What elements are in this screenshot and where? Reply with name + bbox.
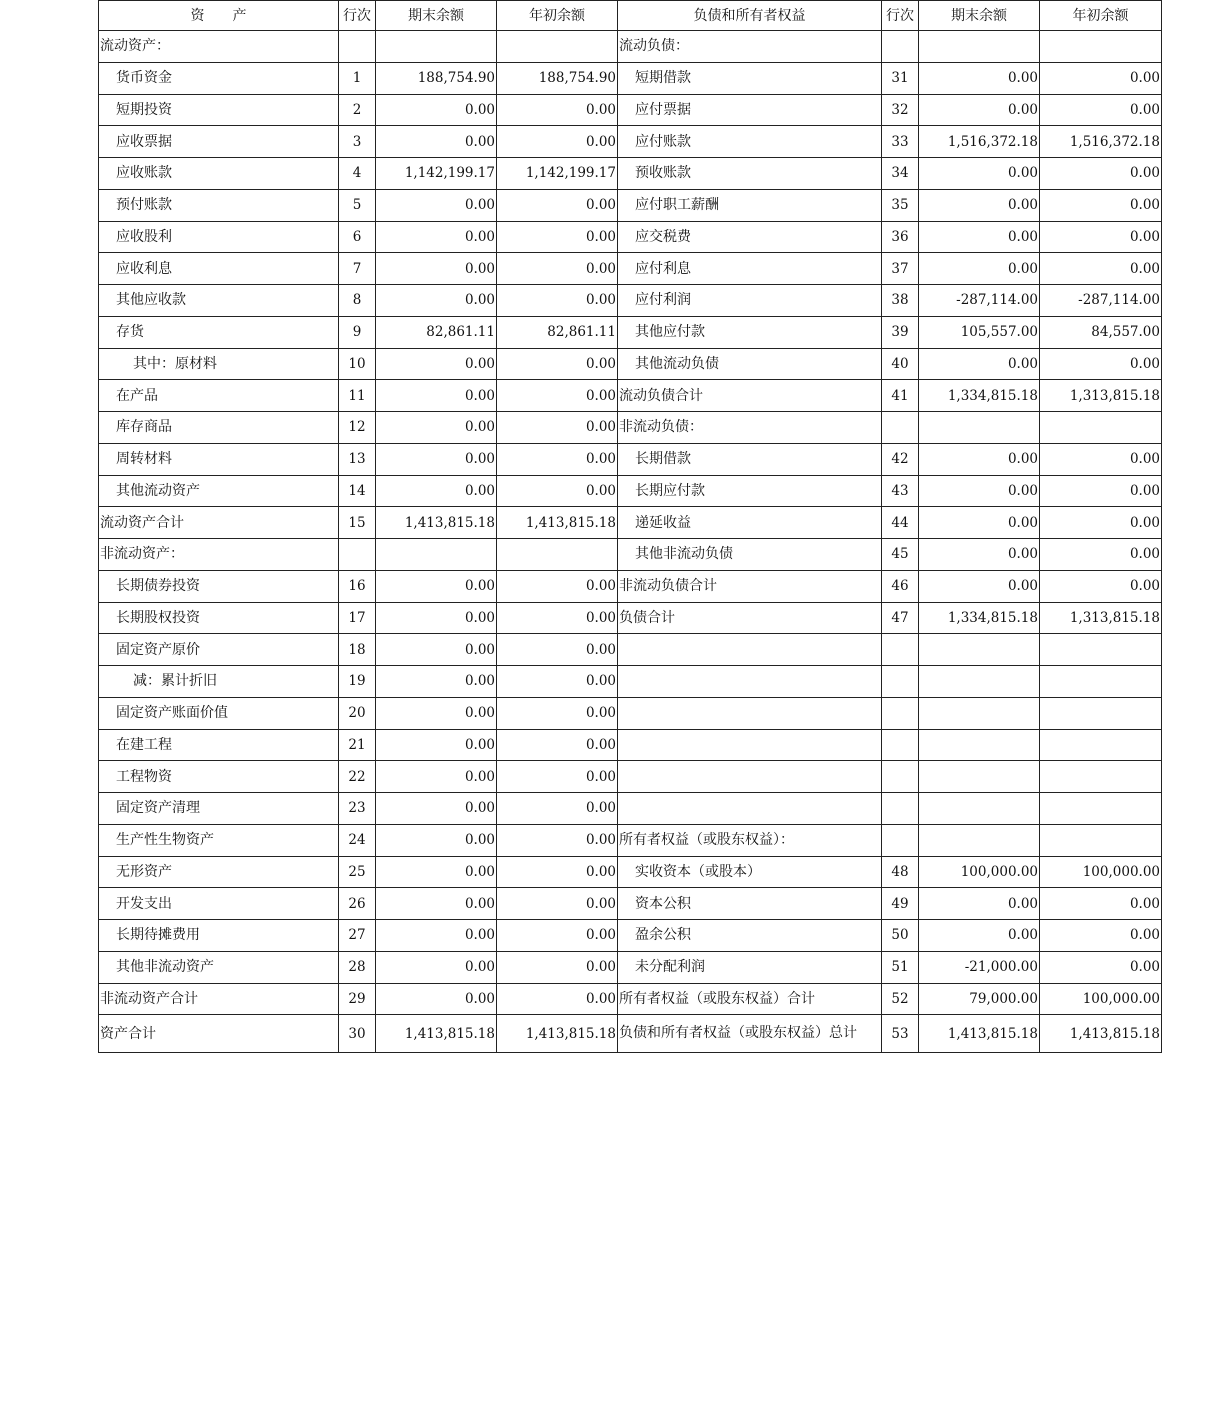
liability-name: 其他流动负债 [618,348,882,380]
asset-begin-balance: 0.00 [497,951,618,983]
liability-begin-balance: 0.00 [1040,62,1162,94]
liability-end-balance: 0.00 [919,189,1040,221]
asset-end-balance: 0.00 [376,793,497,825]
asset-begin-balance: 0.00 [497,412,618,444]
asset-line-no: 10 [339,348,376,380]
liability-end-balance: 1,516,372.18 [919,126,1040,158]
liability-name: 应交税费 [618,221,882,253]
asset-begin-balance: 0.00 [497,380,618,412]
liability-name: 实收资本（或股本） [618,856,882,888]
asset-end-balance: 1,413,815.18 [376,1015,497,1053]
header-begin-balance: 年初余额 [497,1,618,31]
liability-begin-balance: 84,557.00 [1040,316,1162,348]
asset-end-balance: 1,413,815.18 [376,507,497,539]
table-row [99,316,1162,348]
table-row [99,729,1162,761]
liability-line-no: 41 [882,380,919,412]
liability-line-no: 32 [882,94,919,126]
liability-name [618,793,882,825]
liability-name: 长期借款 [618,443,882,475]
header-assets: 资 产 [99,1,339,31]
liability-begin-balance: 1,313,815.18 [1040,380,1162,412]
liability-begin-balance [1040,31,1162,63]
liability-name: 流动负债： [618,31,882,63]
asset-end-balance: 0.00 [376,920,497,952]
asset-line-no: 16 [339,570,376,602]
liability-line-no: 42 [882,443,919,475]
liability-line-no [882,412,919,444]
liability-begin-balance: 0.00 [1040,189,1162,221]
asset-line-no: 8 [339,285,376,317]
liability-begin-balance: 0.00 [1040,443,1162,475]
table-row [99,761,1162,793]
asset-begin-balance: 0.00 [497,285,618,317]
liability-line-no: 36 [882,221,919,253]
table-row [99,507,1162,539]
liability-begin-balance: 0.00 [1040,570,1162,602]
asset-name: 工程物资 [99,761,339,793]
asset-name: 其他非流动资产 [99,951,339,983]
asset-line-no: 27 [339,920,376,952]
table-row [99,380,1162,412]
asset-begin-balance: 0.00 [497,126,618,158]
asset-begin-balance: 0.00 [497,348,618,380]
header-line-no-2: 行次 [882,1,919,31]
liability-name [618,761,882,793]
table-row [99,634,1162,666]
liability-name: 所有者权益（或股东权益）： [618,824,882,856]
liability-end-balance: 0.00 [919,94,1040,126]
asset-begin-balance: 0.00 [497,793,618,825]
asset-line-no: 5 [339,189,376,221]
asset-begin-balance: 0.00 [497,983,618,1015]
asset-end-balance: 1,142,199.17 [376,158,497,190]
asset-line-no: 11 [339,380,376,412]
liability-name: 所有者权益（或股东权益）合计 [618,983,882,1015]
asset-name: 长期股权投资 [99,602,339,634]
liability-end-balance: 0.00 [919,888,1040,920]
liability-line-no [882,729,919,761]
asset-line-no: 9 [339,316,376,348]
asset-end-balance: 0.00 [376,983,497,1015]
asset-begin-balance: 188,754.90 [497,62,618,94]
table-row [99,412,1162,444]
asset-end-balance: 0.00 [376,443,497,475]
table-row [99,920,1162,952]
liability-begin-balance [1040,761,1162,793]
liability-line-no: 50 [882,920,919,952]
asset-line-no: 17 [339,602,376,634]
asset-name: 长期债券投资 [99,570,339,602]
table-row [99,570,1162,602]
asset-begin-balance: 1,413,815.18 [497,1015,618,1053]
liability-name: 应付职工薪酬 [618,189,882,221]
asset-end-balance: 0.00 [376,761,497,793]
asset-end-balance: 0.00 [376,729,497,761]
table-row [99,348,1162,380]
asset-name: 在建工程 [99,729,339,761]
asset-begin-balance [497,31,618,63]
asset-line-no: 13 [339,443,376,475]
liability-name: 其他应付款 [618,316,882,348]
liability-name: 递延收益 [618,507,882,539]
table-row [99,666,1162,698]
liability-begin-balance: 0.00 [1040,539,1162,571]
asset-begin-balance [497,539,618,571]
liability-line-no [882,793,919,825]
asset-name: 库存商品 [99,412,339,444]
liability-end-balance [919,729,1040,761]
liability-begin-balance [1040,634,1162,666]
asset-line-no: 12 [339,412,376,444]
header-liabilities-equity: 负债和所有者权益 [618,1,882,31]
table-row [99,253,1162,285]
liability-line-no: 47 [882,602,919,634]
asset-line-no: 23 [339,793,376,825]
table-row [99,443,1162,475]
asset-name: 在产品 [99,380,339,412]
liability-end-balance: 0.00 [919,348,1040,380]
liability-line-no [882,824,919,856]
liability-end-balance: 1,334,815.18 [919,380,1040,412]
asset-name: 减：累计折旧 [99,666,339,698]
asset-line-no: 22 [339,761,376,793]
asset-end-balance: 0.00 [376,824,497,856]
asset-name: 其中：原材料 [99,348,339,380]
asset-line-no: 26 [339,888,376,920]
liability-line-no: 38 [882,285,919,317]
asset-begin-balance: 0.00 [497,253,618,285]
balance-sheet [98,0,1162,1053]
asset-line-no: 4 [339,158,376,190]
liability-line-no: 53 [882,1015,919,1053]
liability-line-no: 44 [882,507,919,539]
asset-begin-balance: 0.00 [497,729,618,761]
liability-end-balance [919,412,1040,444]
liability-line-no: 35 [882,189,919,221]
asset-name: 应收股利 [99,221,339,253]
liability-name: 应付利润 [618,285,882,317]
asset-name: 应收利息 [99,253,339,285]
table-row [99,94,1162,126]
liability-name: 应付票据 [618,94,882,126]
liability-begin-balance: 100,000.00 [1040,856,1162,888]
liability-begin-balance [1040,824,1162,856]
table-row [99,793,1162,825]
liability-begin-balance [1040,412,1162,444]
asset-line-no: 3 [339,126,376,158]
asset-name: 周转材料 [99,443,339,475]
liability-name: 盈余公积 [618,920,882,952]
liability-end-balance: 0.00 [919,443,1040,475]
liability-name: 预收账款 [618,158,882,190]
asset-end-balance: 0.00 [376,412,497,444]
asset-begin-balance: 0.00 [497,856,618,888]
asset-end-balance: 0.00 [376,570,497,602]
asset-begin-balance: 0.00 [497,475,618,507]
asset-end-balance: 0.00 [376,348,497,380]
asset-name: 其他流动资产 [99,475,339,507]
asset-end-balance: 0.00 [376,666,497,698]
liability-name: 负债和所有者权益（或股东权益）总计 [618,1015,882,1053]
asset-name: 短期投资 [99,94,339,126]
asset-line-no: 24 [339,824,376,856]
liability-end-balance: 0.00 [919,62,1040,94]
table-row [99,951,1162,983]
liability-begin-balance: 0.00 [1040,951,1162,983]
liability-line-no: 43 [882,475,919,507]
liability-name [618,634,882,666]
asset-end-balance: 0.00 [376,380,497,412]
liability-name [618,697,882,729]
asset-name: 非流动资产： [99,539,339,571]
asset-line-no: 19 [339,666,376,698]
asset-line-no: 2 [339,94,376,126]
asset-begin-balance: 1,142,199.17 [497,158,618,190]
liability-begin-balance [1040,793,1162,825]
liability-line-no: 46 [882,570,919,602]
asset-begin-balance: 0.00 [497,189,618,221]
liability-name: 负债合计 [618,602,882,634]
liability-begin-balance: 0.00 [1040,888,1162,920]
asset-line-no: 29 [339,983,376,1015]
header-row [99,1,1162,31]
liability-name: 非流动负债： [618,412,882,444]
liability-line-no: 34 [882,158,919,190]
liability-end-balance [919,634,1040,666]
liability-end-balance: 105,557.00 [919,316,1040,348]
asset-name: 预付账款 [99,189,339,221]
asset-name: 非流动资产合计 [99,983,339,1015]
liability-end-balance [919,697,1040,729]
liability-name: 其他非流动负债 [618,539,882,571]
liability-name [618,729,882,761]
asset-end-balance: 0.00 [376,285,497,317]
liability-end-balance: 1,334,815.18 [919,602,1040,634]
liability-line-no: 49 [882,888,919,920]
asset-begin-balance: 0.00 [497,888,618,920]
asset-line-no: 30 [339,1015,376,1053]
liability-line-no [882,761,919,793]
asset-name: 固定资产账面价值 [99,697,339,729]
liability-end-balance [919,666,1040,698]
liability-name [618,666,882,698]
liability-begin-balance: 1,516,372.18 [1040,126,1162,158]
asset-end-balance: 0.00 [376,888,497,920]
liability-line-no: 52 [882,983,919,1015]
asset-line-no: 18 [339,634,376,666]
liability-line-no: 33 [882,126,919,158]
asset-line-no: 6 [339,221,376,253]
asset-end-balance: 0.00 [376,253,497,285]
asset-name: 长期待摊费用 [99,920,339,952]
asset-end-balance: 0.00 [376,475,497,507]
liability-begin-balance: 0.00 [1040,221,1162,253]
liability-end-balance [919,793,1040,825]
asset-begin-balance: 0.00 [497,920,618,952]
liability-end-balance [919,761,1040,793]
asset-begin-balance: 0.00 [497,221,618,253]
liability-line-no: 39 [882,316,919,348]
asset-name: 其他应收款 [99,285,339,317]
asset-end-balance: 0.00 [376,697,497,729]
asset-line-no: 21 [339,729,376,761]
asset-line-no: 14 [339,475,376,507]
liability-begin-balance: 0.00 [1040,253,1162,285]
asset-begin-balance: 82,861.11 [497,316,618,348]
balance-sheet-table [98,0,1162,1053]
asset-end-balance: 188,754.90 [376,62,497,94]
table-row [99,62,1162,94]
liability-name: 短期借款 [618,62,882,94]
liability-end-balance: 0.00 [919,475,1040,507]
asset-name: 生产性生物资产 [99,824,339,856]
asset-name: 应收票据 [99,126,339,158]
table-row [99,475,1162,507]
asset-name: 存货 [99,316,339,348]
liability-begin-balance: 0.00 [1040,475,1162,507]
table-row [99,285,1162,317]
liability-begin-balance [1040,729,1162,761]
asset-name: 应收账款 [99,158,339,190]
liability-end-balance: 1,413,815.18 [919,1015,1040,1053]
asset-line-no: 20 [339,697,376,729]
liability-end-balance: 0.00 [919,221,1040,253]
asset-begin-balance: 0.00 [497,824,618,856]
asset-name: 固定资产清理 [99,793,339,825]
liability-begin-balance: 0.00 [1040,348,1162,380]
table-row [99,602,1162,634]
liability-end-balance: 0.00 [919,253,1040,285]
header-begin-balance-2: 年初余额 [1040,1,1162,31]
liability-end-balance: 0.00 [919,158,1040,190]
liability-end-balance: 0.00 [919,570,1040,602]
liability-begin-balance: 100,000.00 [1040,983,1162,1015]
asset-end-balance: 0.00 [376,602,497,634]
table-row [99,189,1162,221]
table-row [99,697,1162,729]
table-row [99,856,1162,888]
asset-begin-balance: 0.00 [497,443,618,475]
liability-line-no [882,634,919,666]
asset-line-no [339,31,376,63]
asset-line-no: 25 [339,856,376,888]
liability-name: 未分配利润 [618,951,882,983]
liability-end-balance [919,31,1040,63]
asset-begin-balance: 0.00 [497,570,618,602]
asset-end-balance: 82,861.11 [376,316,497,348]
liability-end-balance: 0.00 [919,539,1040,571]
liability-line-no: 40 [882,348,919,380]
asset-begin-balance: 0.00 [497,94,618,126]
liability-end-balance [919,824,1040,856]
asset-begin-balance: 0.00 [497,666,618,698]
asset-line-no [339,539,376,571]
liability-end-balance: 100,000.00 [919,856,1040,888]
header-line-no: 行次 [339,1,376,31]
asset-line-no: 15 [339,507,376,539]
liability-line-no: 31 [882,62,919,94]
asset-name: 开发支出 [99,888,339,920]
liability-line-no: 37 [882,253,919,285]
liability-name: 流动负债合计 [618,380,882,412]
liability-begin-balance [1040,666,1162,698]
asset-end-balance: 0.00 [376,94,497,126]
liability-line-no: 51 [882,951,919,983]
asset-line-no: 7 [339,253,376,285]
asset-begin-balance: 1,413,815.18 [497,507,618,539]
asset-end-balance [376,539,497,571]
liability-end-balance: 0.00 [919,507,1040,539]
liability-end-balance: -21,000.00 [919,951,1040,983]
table-row [99,31,1162,63]
table-row [99,983,1162,1015]
liability-begin-balance: 1,313,815.18 [1040,602,1162,634]
asset-line-no: 1 [339,62,376,94]
liability-name: 应付利息 [618,253,882,285]
liability-end-balance: 79,000.00 [919,983,1040,1015]
liability-name: 资本公积 [618,888,882,920]
table-row [99,888,1162,920]
liability-begin-balance: -287,114.00 [1040,285,1162,317]
liability-line-no: 45 [882,539,919,571]
liability-name: 应付账款 [618,126,882,158]
asset-name: 固定资产原价 [99,634,339,666]
liability-begin-balance: 0.00 [1040,920,1162,952]
header-end-balance: 期末余额 [376,1,497,31]
asset-begin-balance: 0.00 [497,634,618,666]
asset-end-balance [376,31,497,63]
asset-end-balance: 0.00 [376,856,497,888]
liability-begin-balance: 0.00 [1040,94,1162,126]
liability-begin-balance [1040,697,1162,729]
liability-end-balance: 0.00 [919,920,1040,952]
header-end-balance-2: 期末余额 [919,1,1040,31]
liability-line-no [882,31,919,63]
asset-end-balance: 0.00 [376,189,497,221]
liability-begin-balance: 0.00 [1040,507,1162,539]
liability-begin-balance: 1,413,815.18 [1040,1015,1162,1053]
table-row [99,158,1162,190]
asset-name: 资产合计 [99,1015,339,1053]
asset-end-balance: 0.00 [376,634,497,666]
liability-name: 非流动负债合计 [618,570,882,602]
liability-begin-balance: 0.00 [1040,158,1162,190]
asset-name: 无形资产 [99,856,339,888]
table-row [99,1015,1162,1053]
liability-end-balance: -287,114.00 [919,285,1040,317]
asset-begin-balance: 0.00 [497,602,618,634]
table-row [99,824,1162,856]
asset-end-balance: 0.00 [376,126,497,158]
asset-line-no: 28 [339,951,376,983]
asset-name: 流动资产： [99,31,339,63]
asset-name: 货币资金 [99,62,339,94]
asset-name: 流动资产合计 [99,507,339,539]
liability-line-no: 48 [882,856,919,888]
liability-name: 长期应付款 [618,475,882,507]
table-row [99,539,1162,571]
asset-begin-balance: 0.00 [497,761,618,793]
table-row [99,126,1162,158]
liability-line-no [882,697,919,729]
asset-begin-balance: 0.00 [497,697,618,729]
liability-line-no [882,666,919,698]
table-row [99,221,1162,253]
asset-end-balance: 0.00 [376,951,497,983]
asset-end-balance: 0.00 [376,221,497,253]
